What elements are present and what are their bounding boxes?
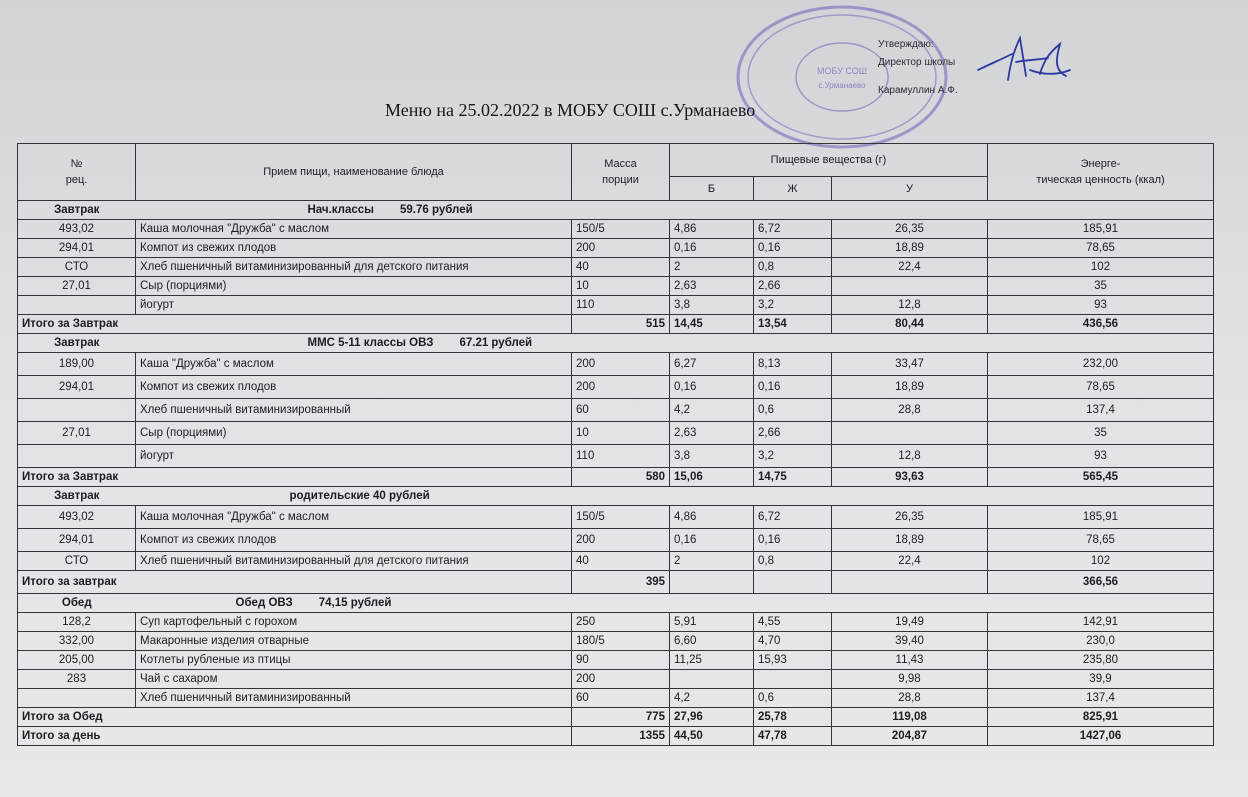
portion-mass: 60 — [572, 399, 670, 422]
fat-value: 0,16 — [754, 529, 832, 552]
energy-value: 39,9 — [988, 670, 1214, 689]
total-protein: 15,06 — [670, 468, 754, 487]
recipe-number — [18, 689, 136, 708]
protein-value: 4,2 — [670, 399, 754, 422]
header-b: Б — [670, 177, 754, 201]
dish-row — [18, 689, 1214, 708]
total-energy: 436,56 — [988, 315, 1214, 334]
recipe-number: 27,01 — [18, 277, 136, 296]
dish-row — [18, 296, 1214, 315]
total-row — [18, 571, 1214, 594]
approval-signer: Карамуллин А.Ф. — [878, 85, 958, 96]
dish-name: Компот из свежих плодов — [136, 376, 572, 399]
seal-inner-text-2: с.Урманаево — [818, 81, 866, 90]
total-carbs: 93,63 — [832, 468, 988, 487]
protein-value: 2,63 — [670, 422, 754, 445]
carbs-value: 28,8 — [832, 399, 988, 422]
total-label: Итого за Обед — [18, 708, 572, 727]
energy-value: 35 — [988, 422, 1214, 445]
day-total-row — [18, 727, 1214, 746]
dish-row — [18, 632, 1214, 651]
page-title: Меню на 25.02.2022 в МОБУ СОШ с.Урманаево — [385, 100, 756, 120]
portion-mass: 150/5 — [572, 220, 670, 239]
recipe-number — [18, 445, 136, 468]
recipe-number — [18, 399, 136, 422]
header-rec-line-1: № — [70, 158, 83, 170]
recipe-number: 493,02 — [18, 220, 136, 239]
recipe-number — [18, 296, 136, 315]
section-header-row — [18, 487, 1214, 506]
dish-name: Компот из свежих плодов — [136, 529, 572, 552]
total-carbs: 119,08 — [832, 708, 988, 727]
dish-name: Чай с сахаром — [136, 670, 572, 689]
recipe-number: 27,01 — [18, 422, 136, 445]
portion-mass: 10 — [572, 422, 670, 445]
carbs-value: 18,89 — [832, 376, 988, 399]
total-label: Итого за Завтрак — [18, 468, 572, 487]
portion-mass: 150/5 — [572, 506, 670, 529]
section-meal: Обед — [18, 594, 136, 613]
director-signature — [970, 30, 1080, 90]
dish-row — [18, 552, 1214, 571]
dish-row — [18, 529, 1214, 552]
energy-value: 185,91 — [988, 506, 1214, 529]
section-price: 74,15 рублей — [318, 597, 392, 609]
total-mass: 775 — [572, 708, 670, 727]
dish-name: Сыр (порциями) — [136, 422, 572, 445]
section-meal: Завтрак — [18, 201, 136, 220]
energy-value: 185,91 — [988, 220, 1214, 239]
energy-value: 78,65 — [988, 239, 1214, 258]
energy-value: 78,65 — [988, 376, 1214, 399]
total-mass: 395 — [572, 571, 670, 594]
dish-row — [18, 353, 1214, 376]
fat-value: 2,66 — [754, 277, 832, 296]
carbs-value — [832, 277, 988, 296]
day-total-carbs: 204,87 — [832, 727, 988, 746]
section-group-name: Обед ОВЗ — [235, 597, 293, 609]
carbs-value — [832, 422, 988, 445]
total-energy: 565,45 — [988, 468, 1214, 487]
menu-table — [17, 143, 1214, 746]
section-header-row — [18, 334, 1214, 353]
portion-mass: 110 — [572, 296, 670, 315]
energy-value: 137,4 — [988, 399, 1214, 422]
recipe-number: 128,2 — [18, 613, 136, 632]
energy-value: 93 — [988, 445, 1214, 468]
energy-value: 102 — [988, 552, 1214, 571]
recipe-number: 294,01 — [18, 239, 136, 258]
protein-value: 0,16 — [670, 376, 754, 399]
dish-row — [18, 422, 1214, 445]
carbs-value: 9,98 — [832, 670, 988, 689]
fat-value: 3,2 — [754, 445, 832, 468]
portion-mass: 40 — [572, 552, 670, 571]
fat-value: 0,16 — [754, 239, 832, 258]
fat-value: 0,8 — [754, 552, 832, 571]
header-u: У — [832, 177, 988, 201]
portion-mass: 10 — [572, 277, 670, 296]
fat-value: 6,72 — [754, 220, 832, 239]
header-mass-line-2: порции — [602, 174, 639, 186]
protein-value: 2 — [670, 258, 754, 277]
carbs-value: 18,89 — [832, 529, 988, 552]
carbs-value: 22,4 — [832, 552, 988, 571]
total-carbs — [832, 571, 988, 594]
dish-row — [18, 239, 1214, 258]
fat-value: 15,93 — [754, 651, 832, 670]
total-energy: 825,91 — [988, 708, 1214, 727]
dish-name: Суп картофельный с горохом — [136, 613, 572, 632]
recipe-number: 332,00 — [18, 632, 136, 651]
carbs-value: 28,8 — [832, 689, 988, 708]
fat-value: 0,6 — [754, 399, 832, 422]
dish-row — [18, 651, 1214, 670]
total-mass: 515 — [572, 315, 670, 334]
energy-value: 235,80 — [988, 651, 1214, 670]
protein-value: 2,63 — [670, 277, 754, 296]
dish-row — [18, 613, 1214, 632]
energy-value: 35 — [988, 277, 1214, 296]
protein-value: 3,8 — [670, 445, 754, 468]
total-row — [18, 708, 1214, 727]
header-rec-line-2: рец. — [65, 174, 88, 186]
energy-value: 78,65 — [988, 529, 1214, 552]
carbs-value: 18,89 — [832, 239, 988, 258]
total-energy: 366,56 — [988, 571, 1214, 594]
header-rec — [18, 144, 136, 201]
header-energy-line-2: тическая ценность (ккал) — [1036, 174, 1165, 186]
header-dish: Прием пищи, наименование блюда — [136, 144, 572, 201]
approval-line-2: Директор школы — [878, 57, 956, 68]
energy-value: 230,0 — [988, 632, 1214, 651]
dish-name: Макаронные изделия отварные — [136, 632, 572, 651]
day-total-energy: 1427,06 — [988, 727, 1214, 746]
approval-line-1: Утверждаю: — [878, 39, 934, 50]
section-header-row — [18, 201, 1214, 220]
energy-value: 137,4 — [988, 689, 1214, 708]
dish-row — [18, 220, 1214, 239]
section-price: 67.21 рублей — [459, 337, 533, 349]
fat-value: 0,8 — [754, 258, 832, 277]
dish-name: Каша "Дружба" с маслом — [136, 353, 572, 376]
total-protein: 14,45 — [670, 315, 754, 334]
recipe-number: 294,01 — [18, 376, 136, 399]
recipe-number: 205,00 — [18, 651, 136, 670]
dish-name: йогурт — [136, 296, 572, 315]
recipe-number: 493,02 — [18, 506, 136, 529]
dish-name: Каша молочная "Дружба" с маслом — [136, 506, 572, 529]
total-fat: 13,54 — [754, 315, 832, 334]
recipe-number: 294,01 — [18, 529, 136, 552]
fat-value: 8,13 — [754, 353, 832, 376]
protein-value: 4,2 — [670, 689, 754, 708]
header-mass-line-1: Масса — [604, 158, 637, 170]
energy-value: 232,00 — [988, 353, 1214, 376]
energy-value: 102 — [988, 258, 1214, 277]
section-header-row — [18, 594, 1214, 613]
protein-value: 5,91 — [670, 613, 754, 632]
dish-row — [18, 399, 1214, 422]
portion-mass: 200 — [572, 353, 670, 376]
total-fat: 25,78 — [754, 708, 832, 727]
total-mass: 580 — [572, 468, 670, 487]
total-label: Итого за завтрак — [18, 571, 572, 594]
total-row — [18, 315, 1214, 334]
dish-row — [18, 376, 1214, 399]
protein-value: 0,16 — [670, 529, 754, 552]
protein-value — [670, 670, 754, 689]
fat-value: 2,66 — [754, 422, 832, 445]
energy-value: 142,91 — [988, 613, 1214, 632]
fat-value: 4,70 — [754, 632, 832, 651]
carbs-value: 12,8 — [832, 445, 988, 468]
portion-mass: 200 — [572, 670, 670, 689]
portion-mass: 110 — [572, 445, 670, 468]
header-nutrients: Пищевые вещества (г) — [670, 144, 988, 177]
portion-mass: 90 — [572, 651, 670, 670]
protein-value: 4,86 — [670, 506, 754, 529]
dish-name: Хлеб пшеничный витаминизированный для детского питания — [136, 258, 572, 277]
day-total-protein: 44,50 — [670, 727, 754, 746]
total-fat: 14,75 — [754, 468, 832, 487]
protein-value: 4,86 — [670, 220, 754, 239]
protein-value: 11,25 — [670, 651, 754, 670]
dish-name: Котлеты рубленые из птицы — [136, 651, 572, 670]
section-group-name: ММС 5-11 классы ОВЗ — [307, 337, 434, 349]
section-meal: Завтрак — [18, 334, 136, 353]
header-mass — [572, 144, 670, 201]
carbs-value: 12,8 — [832, 296, 988, 315]
dish-name: Хлеб пшеничный витаминизированный — [136, 399, 572, 422]
dish-name: Каша молочная "Дружба" с маслом — [136, 220, 572, 239]
recipe-number: 189,00 — [18, 353, 136, 376]
portion-mass: 200 — [572, 376, 670, 399]
portion-mass: 180/5 — [572, 632, 670, 651]
section-meal: Завтрак — [18, 487, 136, 506]
section-group — [136, 201, 1214, 220]
dish-row — [18, 277, 1214, 296]
portion-mass: 250 — [572, 613, 670, 632]
dish-row — [18, 258, 1214, 277]
fat-value: 3,2 — [754, 296, 832, 315]
total-fat — [754, 571, 832, 594]
dish-name: Сыр (порциями) — [136, 277, 572, 296]
carbs-value: 33,47 — [832, 353, 988, 376]
dish-name: йогурт — [136, 445, 572, 468]
portion-mass: 60 — [572, 689, 670, 708]
fat-value: 0,6 — [754, 689, 832, 708]
carbs-value: 26,35 — [832, 220, 988, 239]
energy-value: 93 — [988, 296, 1214, 315]
dish-name: Компот из свежих плодов — [136, 239, 572, 258]
recipe-number: СТО — [18, 258, 136, 277]
header-energy — [988, 144, 1214, 201]
portion-mass: 200 — [572, 239, 670, 258]
fat-value: 0,16 — [754, 376, 832, 399]
section-group-name: родительские 40 рублей — [289, 490, 430, 502]
protein-value: 3,8 — [670, 296, 754, 315]
section-price: 59.76 рублей — [400, 204, 473, 216]
section-group — [136, 594, 1214, 613]
portion-mass: 200 — [572, 529, 670, 552]
section-group-name: Нач.классы — [307, 204, 374, 216]
portion-mass: 40 — [572, 258, 670, 277]
approval-block — [878, 36, 958, 100]
total-protein: 27,96 — [670, 708, 754, 727]
header-zh: Ж — [754, 177, 832, 201]
total-protein — [670, 571, 754, 594]
total-label: Итого за Завтрак — [18, 315, 572, 334]
section-group — [136, 334, 1214, 353]
fat-value: 6,72 — [754, 506, 832, 529]
fat-value: 4,55 — [754, 613, 832, 632]
dish-name: Хлеб пшеничный витаминизированный для детского питания — [136, 552, 572, 571]
day-total-mass: 1355 — [572, 727, 670, 746]
dish-row — [18, 445, 1214, 468]
section-group — [136, 487, 1214, 506]
carbs-value: 39,40 — [832, 632, 988, 651]
dish-row — [18, 506, 1214, 529]
carbs-value: 22,4 — [832, 258, 988, 277]
recipe-number: СТО — [18, 552, 136, 571]
recipe-number: 283 — [18, 670, 136, 689]
carbs-value: 26,35 — [832, 506, 988, 529]
protein-value: 2 — [670, 552, 754, 571]
total-carbs: 80,44 — [832, 315, 988, 334]
protein-value: 6,60 — [670, 632, 754, 651]
header-energy-line-1: Энерге- — [1080, 158, 1121, 170]
protein-value: 6,27 — [670, 353, 754, 376]
dish-name: Хлеб пшеничный витаминизированный — [136, 689, 572, 708]
protein-value: 0,16 — [670, 239, 754, 258]
carbs-value: 19,49 — [832, 613, 988, 632]
day-total-fat: 47,78 — [754, 727, 832, 746]
day-total-label: Итого за день — [18, 727, 572, 746]
fat-value — [754, 670, 832, 689]
carbs-value: 11,43 — [832, 651, 988, 670]
dish-row — [18, 670, 1214, 689]
seal-inner-text-1: МОБУ СОШ — [817, 66, 867, 76]
total-row — [18, 468, 1214, 487]
